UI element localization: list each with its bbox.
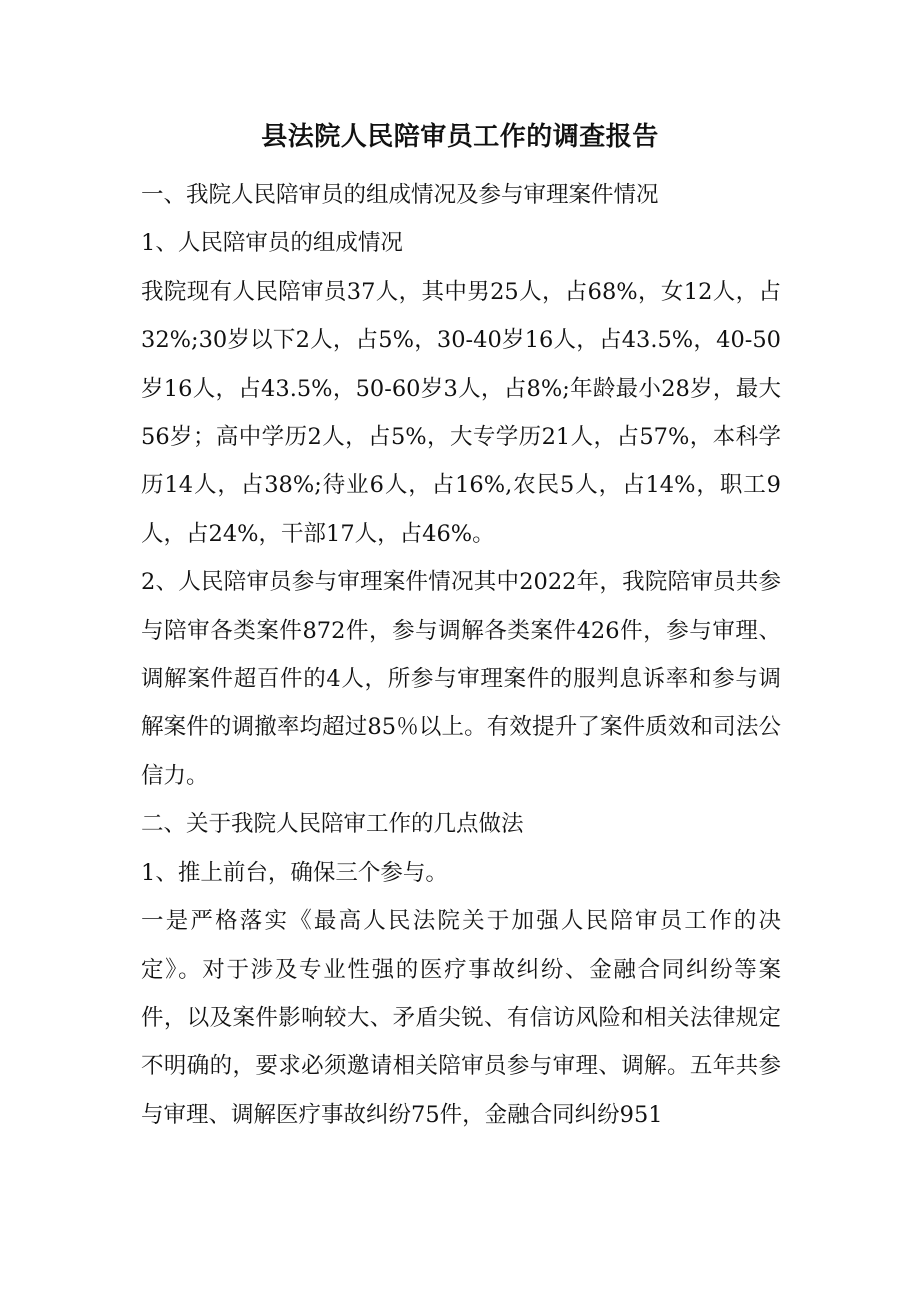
section-heading: 一、我院人民陪审员的组成情况及参与审理案件情况: [141, 182, 659, 208]
body-paragraph: 我院现有人民陪审员37人，其中男25人，占68%，女12人，占32%;30岁以下2人，占5%，30-40岁16人，占43.5%，40-50岁16人，占43.5%，50-60岁3人，占8%;年龄最小28岁，最大56岁；高中学历2人，占5%，大专学历21人，占57%，本科学历14人，占38%;待业6人，占16%,农民5人，占14%，职工9人，占24%，干部17人，占46%。: [141, 278, 781, 547]
subsection-heading: 1、人民陪审员的组成情况: [141, 230, 403, 257]
document-body: [141, 171, 781, 1139]
section-heading: 二、关于我院人民陪审工作的几点做法: [141, 811, 524, 838]
body-paragraph: 2、人民陪审员参与审理案件情况其中2022年，我院陪审员共参与陪审各类案件872件，参与调解各类案件426件，参与审理、调解案件超百件的4人，所参与审理案件的服判息诉率和参与调解案件的调撤率均超过85％以上。有效提升了案件质效和司法公信力。: [141, 569, 781, 789]
subsection-heading: 1、推上前台，确保三个参与。: [141, 859, 448, 886]
document-title: 县法院人民陪审员工作的调查报告: [261, 122, 659, 152]
body-paragraph: 一是严格落实《最高人民法院关于加强人民陪审员工作的决定》。对于涉及专业性强的医疗事故纠纷、金融合同纠纷等案件，以及案件影响较大、矛盾尖锐、有信访风险和相关法律规定不明确的，要求必须邀请相关陪审员参与审理、调解。五年共参与审理、调解医疗事故纠纷75件，金融合同纠纷951: [141, 908, 781, 1128]
